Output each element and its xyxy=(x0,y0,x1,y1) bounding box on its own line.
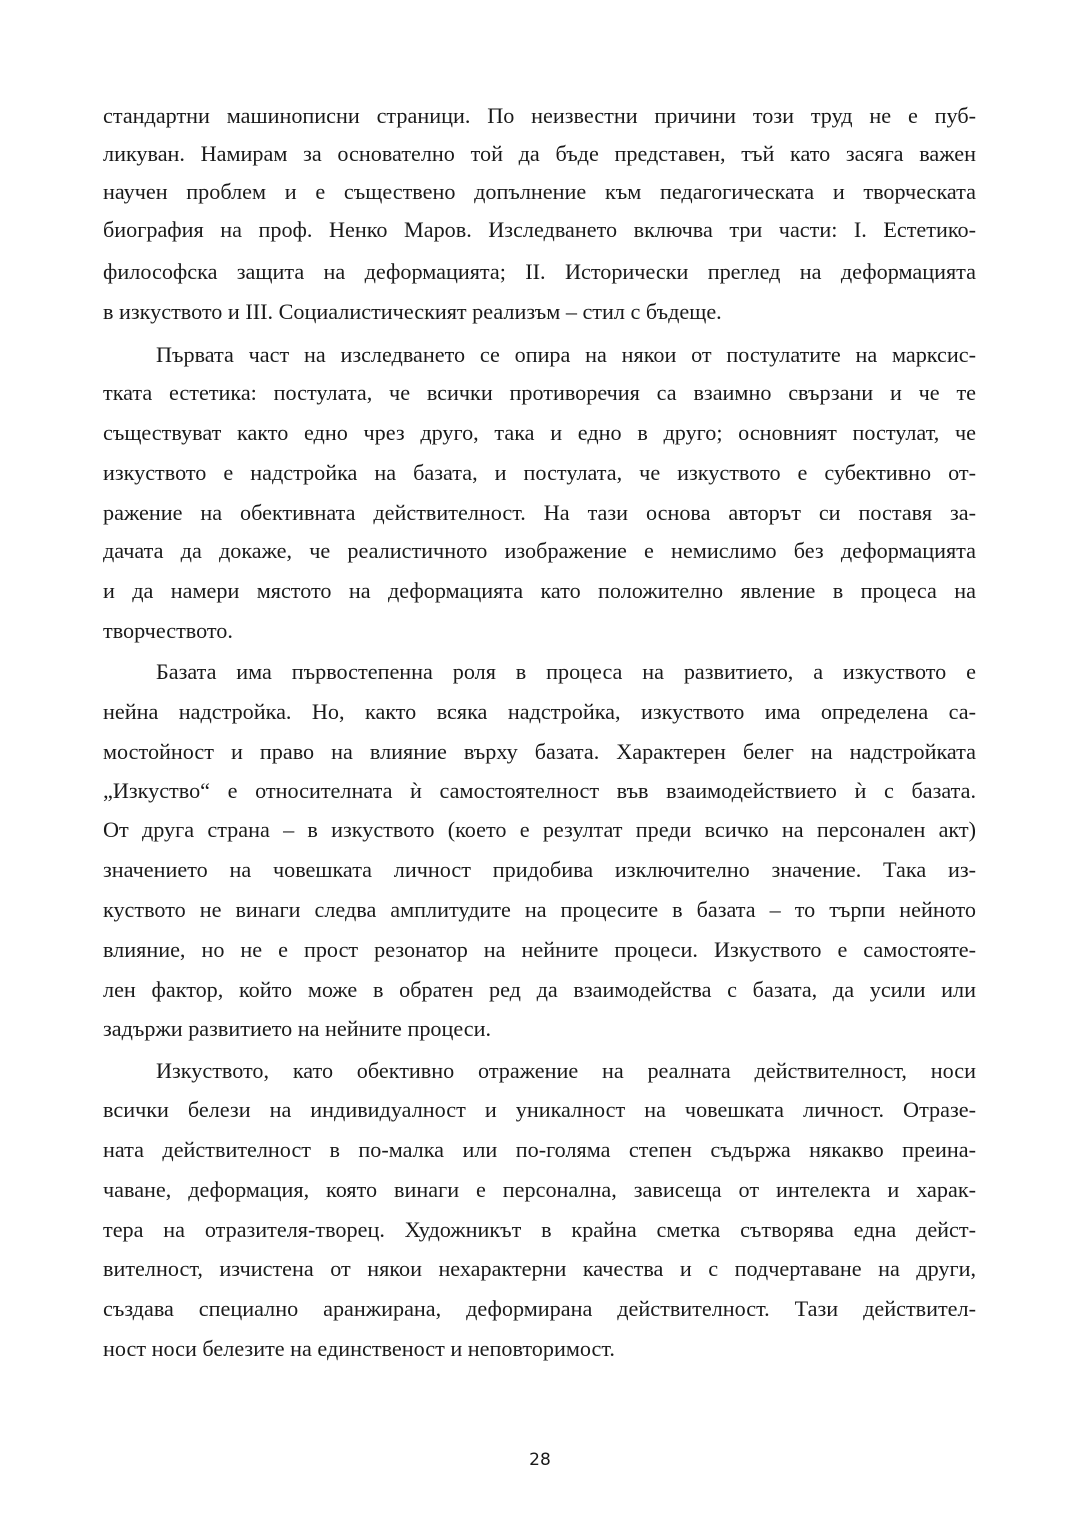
text-line: съществуват както едно чрез друго, така и едно в друго; основният постулат, че xyxy=(103,420,976,445)
text-line: вителност, изчистена от някои нехарактерни качества и с подчертаване на други, xyxy=(103,1256,976,1281)
text-line: дачата да докаже, че реалистичното изображение е немислимо без деформацията xyxy=(103,538,976,563)
text-line: Първата част на изследването се опира на някои от постулатите на марксис- xyxy=(156,342,976,367)
text-line: нейна надстройка. Но, както всяка надстройка, изкуството има определена са- xyxy=(103,699,976,724)
text-line: мостойност и право на влияние върху базата. Характерен белег на надстройката xyxy=(103,739,976,764)
text-line: биография на проф. Ненко Маров. Изследването включва три части: I. Естетико- xyxy=(103,217,976,242)
text-line: чаване, деформация, която винаги е персонална, зависеща от интелекта и харак- xyxy=(103,1177,976,1202)
text-line: „Изкуство“ е относителната ѝ самостоятелност във взаимодействието ѝ с базата. xyxy=(103,778,976,803)
text-line: научен проблем и е съществено допълнение към педагогическата и творческата xyxy=(103,179,976,204)
text-line: Базата има първостепенна роля в процеса на развитието, а изкуството е xyxy=(156,659,976,684)
text-line: в изкуството и III. Социалистическият реализъм – стил с бъдеще. xyxy=(103,299,722,324)
text-line: тера на отразителя-творец. Художникът в крайна сметка сътворява една дейст- xyxy=(103,1217,976,1242)
text-line: философска защита на деформацията; II. Исторически преглед на деформацията xyxy=(103,259,976,284)
text-line: творчеството. xyxy=(103,618,233,643)
text-line: куството не винаги следва амплитудите на процесите в базата – то търпи нейното xyxy=(103,897,976,922)
text-line: ликуван. Намирам за основателно той да бъде представен, тъй като засяга важен xyxy=(103,141,976,166)
text-line: стандартни машинописни страници. По неизвестни причини този труд не е пуб- xyxy=(103,103,976,128)
text-line: ност носи белезите на единственост и неповторимост. xyxy=(103,1336,615,1361)
text-line: създава специално аранжирана, деформирана действителност. Тази действител- xyxy=(103,1296,976,1321)
text-line: значението на човешката личност придобива изключително значение. Така из- xyxy=(103,857,976,882)
text-line: лен фактор, който може в обратен ред да взаимодейства с базата, да усили или xyxy=(103,977,976,1002)
text-line: изкуството е надстройка на базата, и постулата, че изкуството е субективно от- xyxy=(103,460,976,485)
page-number: 28 xyxy=(529,1450,551,1470)
text-line: тката естетика: постулата, че всички противоречия са взаимно свързани и че те xyxy=(103,380,976,405)
text-line: ната действителност в по-малка или по-голяма степен съдържа някакво преина- xyxy=(103,1137,976,1162)
text-line: и да намери мястото на деформацията като положително явление в процеса на xyxy=(103,578,976,603)
text-line: От друга страна – в изкуството (което е резултат преди всичко на персонален акт) xyxy=(103,817,976,842)
text-line: всички белези на индивидуалност и уникалност на човешката личност. Отразе- xyxy=(103,1097,976,1122)
text-line: ражение на обективната действителност. На тази основа авторът си поставя за- xyxy=(103,500,976,525)
text-line: влияние, но не е прост резонатор на нейните процеси. Изкуството е самостояте- xyxy=(103,937,976,962)
text-line: задържи развитието на нейните процеси. xyxy=(103,1016,492,1041)
text-line: Изкуството, като обективно отражение на реалната действителност, носи xyxy=(156,1058,976,1083)
